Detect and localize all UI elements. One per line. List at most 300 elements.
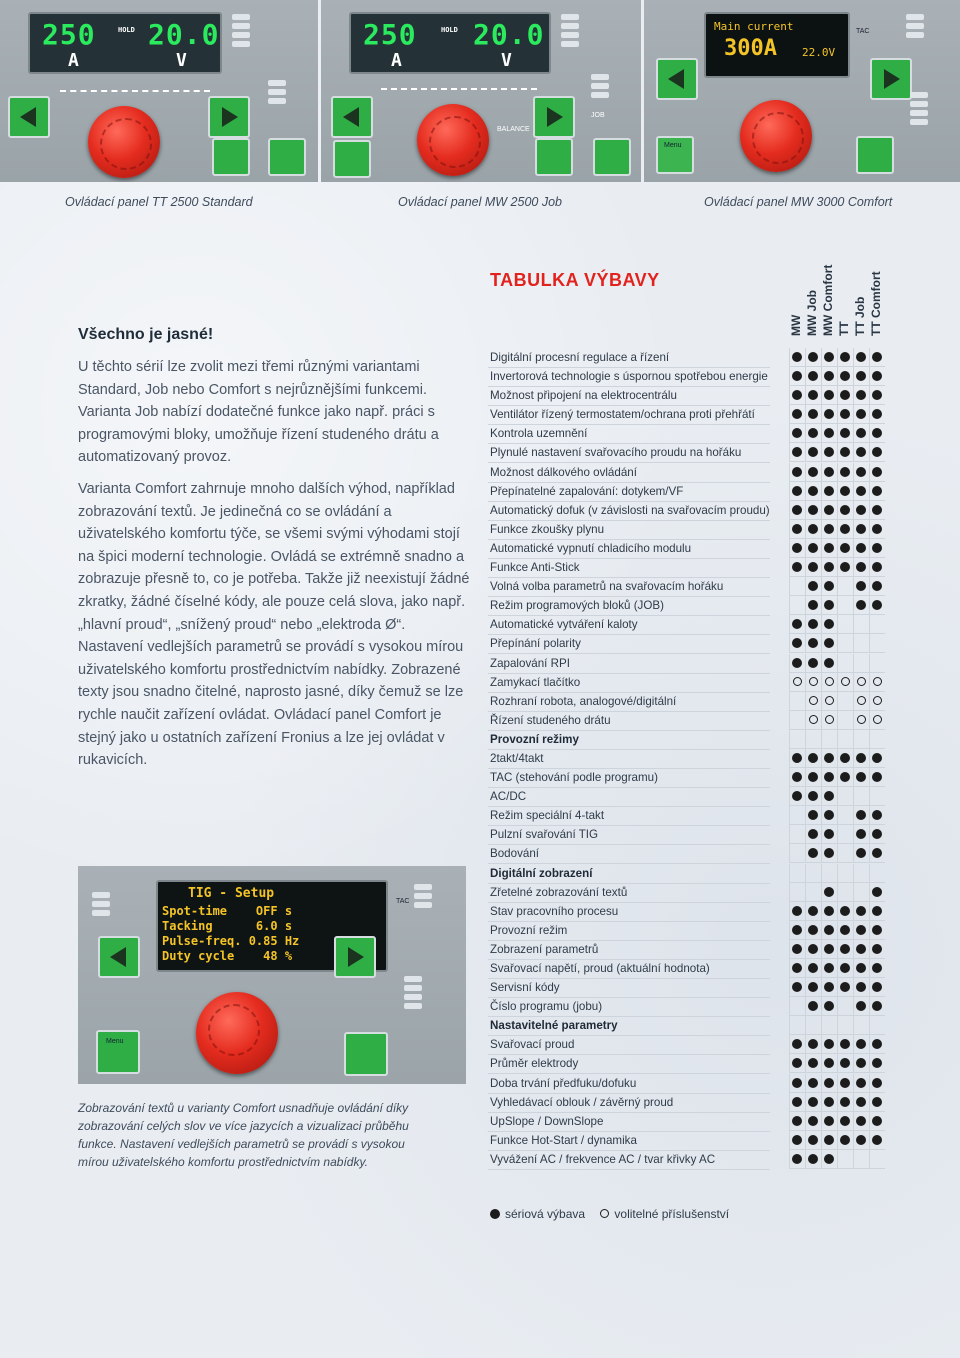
standard-equipment-dot-icon — [824, 1097, 834, 1107]
table-cell — [869, 501, 885, 520]
standard-equipment-dot-icon — [824, 467, 834, 477]
standard-equipment-dot-icon — [872, 352, 882, 362]
optional-accessory-dot-icon — [873, 696, 882, 705]
standard-equipment-dot-icon — [792, 1154, 802, 1164]
table-cell — [805, 463, 821, 482]
table-cell — [837, 978, 853, 997]
table-cell — [837, 1150, 853, 1169]
optional-accessory-dot-icon — [825, 696, 834, 705]
table-cell — [837, 482, 853, 501]
table-cell — [837, 615, 853, 634]
table-cell — [789, 825, 805, 844]
menu-button[interactable] — [96, 1030, 140, 1074]
table-cell — [821, 1074, 837, 1093]
standard-equipment-dot-icon — [840, 543, 850, 553]
standard-equipment-dot-icon — [824, 1116, 834, 1126]
table-row — [488, 596, 878, 615]
table-cell — [821, 806, 837, 825]
standard-equipment-dot-icon — [872, 390, 882, 400]
table-title: TABULKA VÝBAVY — [490, 270, 660, 290]
standard-equipment-dot-icon — [792, 772, 802, 782]
table-cell — [805, 577, 821, 596]
table-cell — [821, 367, 837, 386]
setup-title: TIG - Setup — [188, 886, 275, 901]
standard-equipment-dot-icon — [792, 1116, 802, 1126]
table-cell — [837, 1131, 853, 1150]
table-cell — [821, 921, 837, 940]
hold-label: HOLD — [441, 26, 458, 34]
table-cell — [869, 806, 885, 825]
row-label: Svařovací napětí, proud (aktuální hodnota) — [488, 959, 770, 979]
table-cell — [853, 1093, 869, 1112]
row-label: Rozhraní robota, analogové/digitální — [488, 692, 770, 712]
row-label: Funkce zkoušky plynu — [488, 520, 770, 540]
table-cell — [805, 844, 821, 863]
row-label: Automatické vypnutí chladicího modulu — [488, 539, 770, 559]
standard-equipment-dot-icon — [824, 619, 834, 629]
table-cell — [805, 825, 821, 844]
table-cell — [837, 1016, 853, 1035]
standard-equipment-dot-icon — [824, 772, 834, 782]
table-row — [488, 844, 878, 863]
standard-equipment-dot-icon — [808, 925, 818, 935]
table-cell — [789, 844, 805, 863]
table-cell — [837, 692, 853, 711]
torch-mode-button[interactable] — [535, 138, 573, 176]
menu-label: Menu — [106, 1038, 124, 1045]
standard-equipment-dot-icon — [808, 352, 818, 362]
table-cell — [789, 443, 805, 462]
standard-equipment-dot-icon — [872, 772, 882, 782]
menu-button[interactable] — [656, 136, 694, 174]
table-section-row — [488, 1016, 878, 1035]
standard-equipment-dot-icon — [872, 428, 882, 438]
left-arrow-button[interactable] — [656, 58, 698, 100]
row-label: Stav pracovního procesu — [488, 902, 770, 922]
table-cell — [821, 520, 837, 539]
table-cell — [821, 902, 837, 921]
table-cell — [821, 348, 837, 367]
table-row — [488, 959, 878, 978]
standard-equipment-dot-icon — [808, 409, 818, 419]
adjustment-knob[interactable] — [88, 106, 160, 178]
standard-equipment-dot-icon — [872, 524, 882, 534]
caption-panel-tt2500: Ovládací panel TT 2500 Standard — [65, 195, 253, 209]
standard-equipment-dot-icon — [840, 772, 850, 782]
table-cell — [805, 787, 821, 806]
standard-equipment-dot-icon — [824, 524, 834, 534]
standard-equipment-dot-icon — [856, 352, 866, 362]
table-cell — [805, 711, 821, 730]
standard-equipment-dot-icon — [808, 467, 818, 477]
standard-equipment-dot-icon — [808, 944, 818, 954]
legend-full-label: sériová výbava — [505, 1207, 586, 1221]
standard-equipment-dot-icon — [824, 543, 834, 553]
optional-accessory-dot-icon — [825, 715, 834, 724]
table-cell — [869, 978, 885, 997]
row-label: Provozní režim — [488, 921, 770, 941]
process-button[interactable] — [593, 138, 631, 176]
standard-equipment-dot-icon — [808, 848, 818, 858]
standard-equipment-dot-icon — [872, 581, 882, 591]
standard-equipment-dot-icon — [856, 1078, 866, 1088]
right-arrow-button[interactable] — [208, 96, 250, 138]
table-row — [488, 768, 878, 787]
row-label: AC/DC — [488, 787, 770, 807]
standard-equipment-dot-icon — [840, 753, 850, 763]
row-label: Volná volba parametrů na svařovacím hořáku — [488, 577, 770, 597]
standard-equipment-dot-icon — [856, 848, 866, 858]
standard-equipment-dot-icon — [792, 638, 802, 648]
table-cell — [853, 825, 869, 844]
mode-led-column — [906, 14, 924, 41]
row-label: Ventilátor řízený termostatem/ochrana proti přehřátí — [488, 405, 770, 425]
standard-equipment-dot-icon — [872, 447, 882, 457]
standard-equipment-dot-icon — [872, 371, 882, 381]
table-cell — [853, 864, 869, 883]
standard-equipment-dot-icon — [824, 982, 834, 992]
table-cell — [869, 520, 885, 539]
standard-equipment-dot-icon — [824, 505, 834, 515]
standard-equipment-dot-icon — [872, 467, 882, 477]
table-cell — [869, 443, 885, 462]
table-cell — [805, 806, 821, 825]
standard-equipment-dot-icon — [840, 486, 850, 496]
table-cell — [789, 940, 805, 959]
table-row — [488, 749, 878, 768]
setup-line-2: Tacking 6.0 s — [162, 919, 293, 933]
table-cell — [821, 997, 837, 1016]
equipment-table — [488, 348, 878, 1169]
standard-equipment-dot-icon — [808, 772, 818, 782]
table-cell — [869, 768, 885, 787]
table-cell — [789, 787, 805, 806]
table-cell — [853, 482, 869, 501]
hold-label: HOLD — [118, 26, 135, 34]
table-cell — [821, 654, 837, 673]
row-label: UpSlope / DownSlope — [488, 1112, 770, 1132]
table-cell — [869, 1074, 885, 1093]
table-cell — [853, 749, 869, 768]
table-row — [488, 654, 878, 673]
table-cell — [837, 844, 853, 863]
standard-equipment-dot-icon — [824, 1001, 834, 1011]
standard-equipment-dot-icon — [824, 562, 834, 572]
table-cell — [837, 463, 853, 482]
table-cell — [805, 443, 821, 462]
table-row — [488, 405, 878, 424]
standard-equipment-dot-icon — [840, 925, 850, 935]
standard-equipment-dot-icon — [824, 925, 834, 935]
table-cell — [789, 424, 805, 443]
table-row — [488, 348, 878, 367]
standard-equipment-dot-icon — [840, 505, 850, 515]
standard-equipment-dot-icon — [856, 829, 866, 839]
process-led-column — [404, 976, 422, 1012]
table-row — [488, 1112, 878, 1131]
table-cell — [869, 577, 885, 596]
table-cell — [789, 386, 805, 405]
torch-mode-button[interactable] — [856, 136, 894, 174]
voltage-readout: 22.0V — [802, 46, 836, 59]
standard-equipment-dot-icon — [856, 447, 866, 457]
table-row — [488, 482, 878, 501]
left-arrow-button[interactable] — [331, 96, 373, 138]
table-row — [488, 443, 878, 462]
row-label: Možnost připojení na elektrocentrálu — [488, 386, 770, 406]
row-label: Plynulé nastavení svařovacího proudu na hořáku — [488, 443, 770, 463]
row-label: Pulzní svařování TIG — [488, 825, 770, 845]
table-row — [488, 558, 878, 577]
table-row — [488, 1074, 878, 1093]
standard-equipment-dot-icon — [872, 1039, 882, 1049]
table-cell — [805, 634, 821, 653]
table-cell — [837, 539, 853, 558]
table-cell — [805, 902, 821, 921]
standard-equipment-dot-icon — [872, 829, 882, 839]
standard-equipment-dot-icon — [808, 1078, 818, 1088]
standard-equipment-dot-icon — [840, 906, 850, 916]
table-cell — [805, 348, 821, 367]
optional-accessory-dot-icon — [857, 715, 866, 724]
table-cell — [789, 596, 805, 615]
intro-paragraph-1: U těchto sérií lze zvolit mezi třemi různými variantami Standard, Job nebo Comfort s nejrůznějšími funkcemi. Varianta Job nabízí dodatečné funkce jako např. práci s programovými bloky, umožňuje řízení studeného drátu a automatizovaný provoz. — [78, 359, 439, 466]
table-row — [488, 615, 878, 634]
standard-equipment-dot-icon — [808, 390, 818, 400]
left-arrow-button[interactable] — [8, 96, 50, 138]
table-cell — [821, 558, 837, 577]
standard-equipment-dot-icon — [808, 1001, 818, 1011]
table-cell — [789, 1035, 805, 1054]
table-cell — [821, 1093, 837, 1112]
table-cell — [869, 1054, 885, 1073]
table-cell — [853, 520, 869, 539]
adjustment-knob[interactable] — [196, 992, 278, 1074]
current-unit: A — [391, 50, 402, 71]
table-cell — [837, 501, 853, 520]
table-cell — [805, 1035, 821, 1054]
table-cell — [789, 520, 805, 539]
standard-equipment-dot-icon — [808, 982, 818, 992]
standard-equipment-dot-icon — [792, 619, 802, 629]
standard-equipment-dot-icon — [808, 1039, 818, 1049]
adjustment-knob[interactable] — [740, 100, 812, 172]
table-cell — [853, 348, 869, 367]
table-row — [488, 463, 878, 482]
standard-equipment-dot-icon — [808, 543, 818, 553]
standard-equipment-dot-icon — [872, 1097, 882, 1107]
standard-equipment-dot-icon — [808, 562, 818, 572]
table-row — [488, 883, 878, 902]
table-cell — [821, 1016, 837, 1035]
table-cell — [837, 806, 853, 825]
table-row — [488, 692, 878, 711]
table-cell — [821, 386, 837, 405]
balance-label: BALANCE — [497, 126, 530, 133]
table-cell — [837, 940, 853, 959]
right-arrow-button[interactable] — [870, 58, 912, 100]
table-cell — [805, 615, 821, 634]
table-row — [488, 520, 878, 539]
table-section-row — [488, 864, 878, 883]
table-cell — [837, 386, 853, 405]
table-cell — [869, 825, 885, 844]
table-cell — [821, 577, 837, 596]
table-cell — [805, 501, 821, 520]
standard-equipment-dot-icon — [872, 600, 882, 610]
table-cell — [789, 864, 805, 883]
standard-equipment-dot-icon — [808, 1135, 818, 1145]
table-cell — [789, 959, 805, 978]
table-row — [488, 1035, 878, 1054]
table-cell — [789, 997, 805, 1016]
standard-equipment-dot-icon — [792, 1058, 802, 1068]
row-label: Servisní kódy — [488, 978, 770, 998]
row-label: Zřetelné zobrazování textů — [488, 883, 770, 903]
standard-equipment-dot-icon — [856, 562, 866, 572]
adjustment-knob[interactable] — [417, 104, 489, 176]
table-cell — [837, 711, 853, 730]
table-cell — [789, 806, 805, 825]
table-legend — [490, 1207, 729, 1221]
table-cell — [869, 1131, 885, 1150]
table-cell — [805, 386, 821, 405]
standard-equipment-dot-icon — [792, 753, 802, 763]
table-cell — [821, 883, 837, 902]
table-cell — [837, 520, 853, 539]
standard-equipment-dot-icon — [824, 887, 834, 897]
row-label: Doba trvání předfuku/dofuku — [488, 1074, 770, 1094]
left-arrow-button[interactable] — [98, 936, 140, 978]
table-row — [488, 1131, 878, 1150]
table-cell — [853, 405, 869, 424]
table-cell — [789, 1093, 805, 1112]
row-label: Automatický dofuk (v závislosti na svařovacím proudu) — [488, 501, 770, 521]
current-unit: A — [68, 50, 79, 71]
standard-equipment-dot-icon — [824, 791, 834, 801]
torch-mode-button[interactable] — [212, 138, 250, 176]
standard-equipment-dot-icon — [840, 371, 850, 381]
table-cell — [805, 1074, 821, 1093]
table-cell — [869, 673, 885, 692]
standard-equipment-dot-icon — [856, 467, 866, 477]
process-button[interactable] — [268, 138, 306, 176]
standard-equipment-dot-icon — [792, 906, 802, 916]
standard-equipment-dot-icon — [872, 906, 882, 916]
standard-equipment-dot-icon — [840, 963, 850, 973]
table-cell — [853, 615, 869, 634]
standard-equipment-dot-icon — [872, 486, 882, 496]
table-cell — [853, 501, 869, 520]
row-label: Režim programových bloků (JOB) — [488, 596, 770, 616]
table-cell — [821, 634, 837, 653]
right-arrow-button[interactable] — [334, 936, 376, 978]
optional-accessory-dot-icon — [809, 677, 818, 686]
table-cell — [837, 825, 853, 844]
table-cell — [805, 673, 821, 692]
row-label: Invertorová technologie s úspornou spotřebou energie — [488, 367, 770, 387]
standard-equipment-dot-icon — [872, 562, 882, 572]
table-cell — [821, 844, 837, 863]
row-label: Přepínatelné zapalování: dotykem/VF — [488, 482, 770, 502]
current-readout: 250 — [363, 18, 417, 51]
table-cell — [837, 997, 853, 1016]
table-cell — [805, 997, 821, 1016]
caption-panel-mw3000: Ovládací panel MW 3000 Comfort — [704, 195, 893, 209]
table-cell — [869, 405, 885, 424]
table-cell — [853, 997, 869, 1016]
row-label: Zobrazení parametrů — [488, 940, 770, 960]
comfort-display — [704, 12, 850, 78]
table-cell — [853, 654, 869, 673]
table-cell — [789, 367, 805, 386]
standard-equipment-dot-icon — [856, 505, 866, 515]
table-cell — [789, 768, 805, 787]
standard-equipment-dot-icon — [840, 428, 850, 438]
standard-equipment-dot-icon — [856, 1058, 866, 1068]
table-cell — [837, 730, 853, 749]
standard-equipment-dot-icon — [856, 390, 866, 400]
standard-equipment-dot-icon — [824, 753, 834, 763]
row-label: Průměr elektrody — [488, 1054, 770, 1074]
table-cell — [789, 692, 805, 711]
mode-led-column — [561, 14, 579, 50]
standard-equipment-dot-icon — [792, 562, 802, 572]
intro-paragraph-2: Varianta Comfort zahrnuje mnoho dalších výhod, například zobrazování textů. Je jedinečná co se ovládání a uživatelského komfortu týče, se všemi svými výhodami stojí na špici moderní technologie. Ovládá se extrémně snadno a zobrazuje přesně to, co je potřeba. Takže již neexistují žádné zkratky, žádné číselné kódy, ale pouze celá slova, jako např. „hlavní proud“, „snížený proud“ nebo „elektroda Ø“. Nastavení vedlejších parametrů se provádí s vysokou mírou uživatelského komfortu prostřednictvím nabídky. Zobrazené texty jsou snadno čitelné, naprosto jasné, díky čemuž se lze rychle naučit zařízení ovládat. Ovládací panel Comfort je stejný jako u ostatních zařízení Fronius a lze jej ovládat v rukavicích. — [78, 481, 470, 769]
store-button[interactable] — [333, 140, 371, 178]
row-label: Kontrola uzemnění — [488, 424, 770, 444]
table-cell — [853, 1112, 869, 1131]
row-label: Digitální zobrazení — [488, 864, 770, 884]
standard-equipment-dot-icon — [872, 810, 882, 820]
legend-open-label: volitelné příslušenství — [614, 1207, 730, 1221]
table-cell — [837, 883, 853, 902]
table-cell — [869, 386, 885, 405]
gas-led-column — [92, 892, 110, 919]
table-cell — [853, 768, 869, 787]
standard-equipment-dot-icon — [824, 848, 834, 858]
column-header: TT Job — [853, 296, 867, 336]
table-cell — [853, 1054, 869, 1073]
standard-equipment-dot-icon — [856, 1039, 866, 1049]
table-row — [488, 386, 878, 405]
standard-equipment-dot-icon — [840, 447, 850, 457]
control-panel-tt2500-image — [0, 0, 318, 182]
table-cell — [869, 596, 885, 615]
standard-equipment-dot-icon — [808, 753, 818, 763]
table-cell — [869, 348, 885, 367]
standard-equipment-dot-icon — [856, 1097, 866, 1107]
torch-mode-button[interactable] — [344, 1032, 388, 1076]
table-row — [488, 539, 878, 558]
table-cell — [821, 978, 837, 997]
control-panel-mw2500-image — [321, 0, 641, 182]
table-cell — [789, 1112, 805, 1131]
table-cell — [869, 1035, 885, 1054]
table-cell — [821, 539, 837, 558]
optional-accessory-dot-icon — [841, 677, 850, 686]
right-arrow-button[interactable] — [533, 96, 575, 138]
table-cell — [805, 959, 821, 978]
standard-equipment-dot-icon — [856, 753, 866, 763]
table-cell — [789, 921, 805, 940]
table-cell — [853, 959, 869, 978]
table-cell — [869, 711, 885, 730]
standard-equipment-dot-icon — [872, 1078, 882, 1088]
standard-equipment-dot-icon — [792, 1039, 802, 1049]
table-cell — [853, 1035, 869, 1054]
table-cell — [805, 1093, 821, 1112]
